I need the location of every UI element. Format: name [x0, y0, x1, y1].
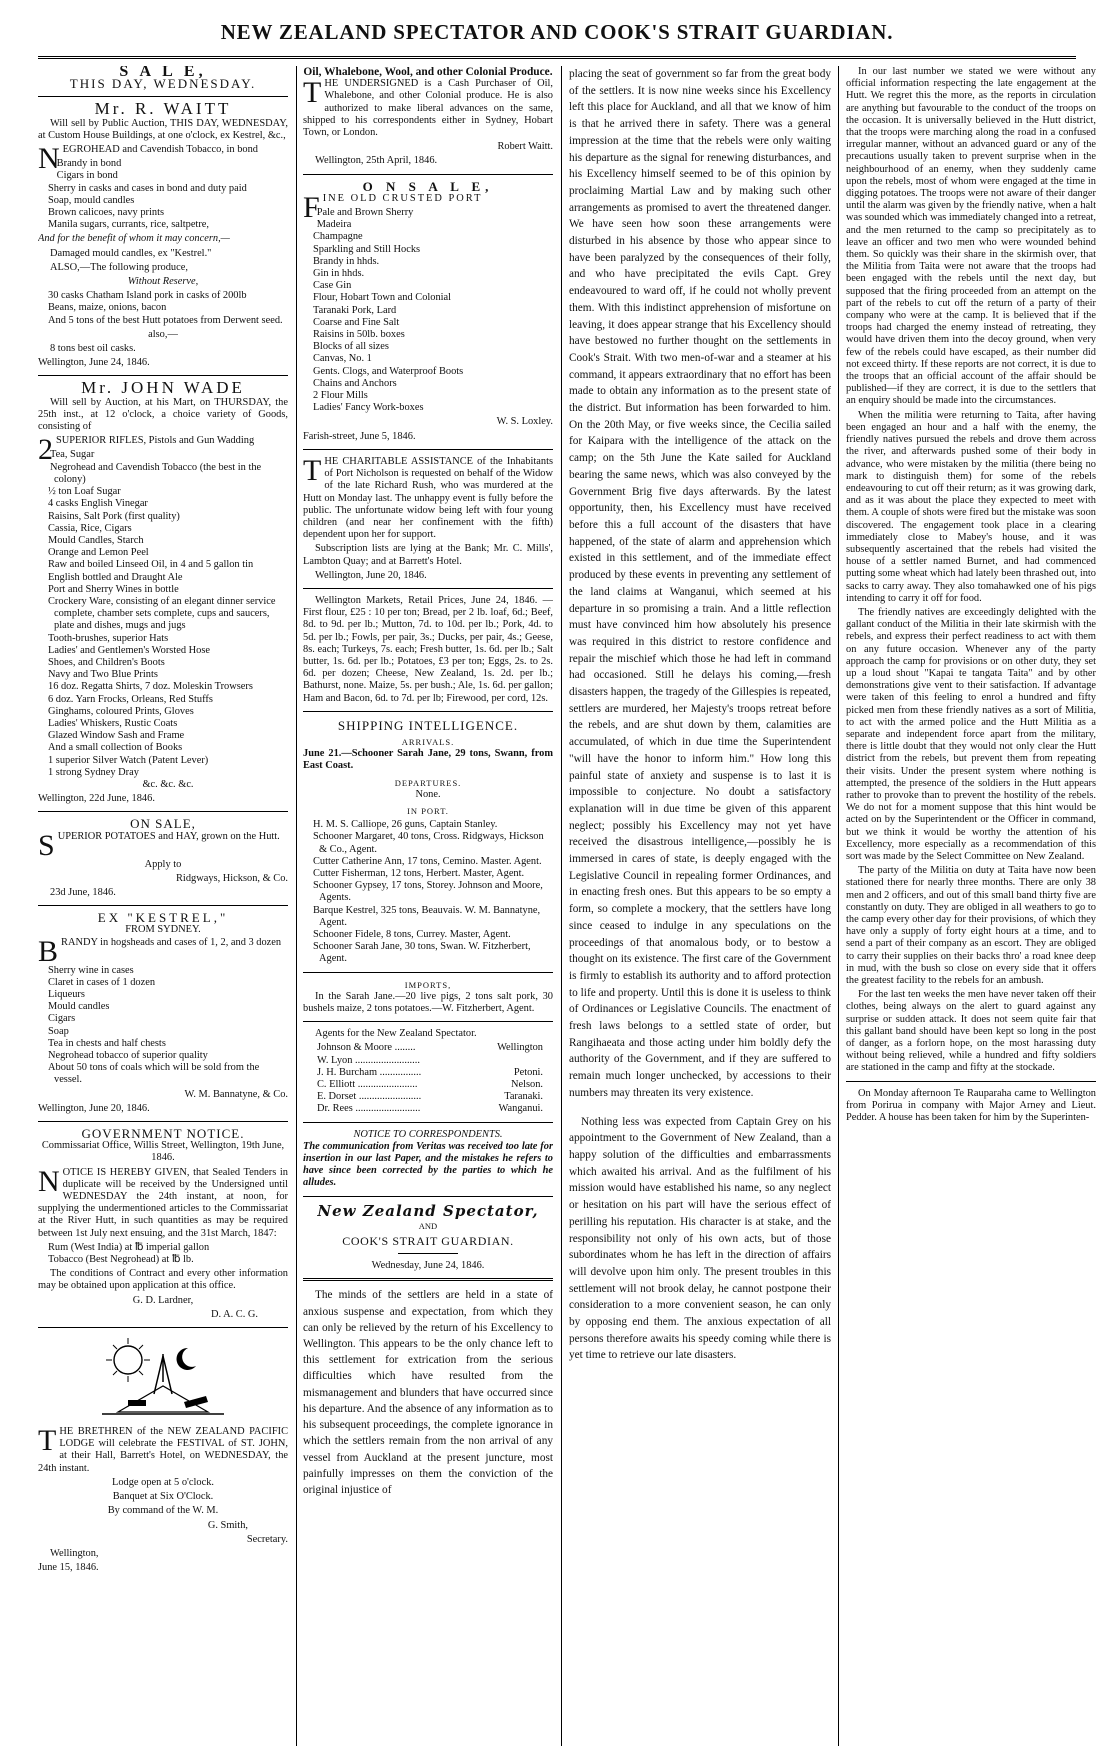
divider: [38, 375, 288, 376]
masonic-emblem-icon: [88, 1334, 238, 1420]
sale-day: THIS DAY, WEDNESDAY.: [69, 76, 257, 92]
waitt-also: ALSO,—The following produce,: [50, 261, 188, 273]
list-item: Schooner Gypsey, 17 tons, Storey. Johnson and Moore, Agents.: [313, 880, 543, 904]
column-divider: [838, 66, 839, 1746]
list-item: Sparkling and Still Hocks: [313, 243, 421, 255]
drop-cap: T: [38, 1424, 57, 1458]
drop-cap: T: [303, 453, 322, 487]
list-item: &c. &c. &c.: [142, 778, 194, 790]
list-item: Crockery Ware, consisting of an elegant dinner service complete, chamber sets complete, cups and saucers, plate and dishes, mugs and jugs: [48, 595, 276, 632]
list-item: Cutter Fisherman, 12 tons, Herbert. Master, Agent.: [313, 867, 525, 879]
sale-heading: S A L E,: [119, 66, 207, 80]
list-item: Soap: [48, 1025, 69, 1037]
arrivals-text: June 21.—Schooner Sarah Jane, 29 tons, Swann, from East Coast.: [303, 748, 553, 772]
charity-notice: [303, 453, 553, 541]
drop-cap: S: [38, 828, 55, 862]
oil-notice: [303, 78, 553, 139]
oil-heading: Oil, Whalebone, Wool, and other Colonial Produce.: [303, 66, 553, 78]
list-item: Canvas, No. 1: [313, 353, 372, 365]
onsale-text: [38, 828, 288, 862]
paper-subtitle: COOK'S STRAIT GUARDIAN.: [342, 1234, 514, 1249]
divider: [38, 811, 288, 812]
agent-row: [317, 1055, 543, 1067]
government-notice-heading: GOVERNMENT NOTICE.: [81, 1126, 245, 1142]
list-item: Negrohead and Cavendish Tobacco (the best in the colony): [50, 461, 262, 485]
list-item: Mould candles: [48, 1001, 110, 1013]
list-item: Brandy in hhds.: [313, 255, 380, 267]
list-item: H. M. S. Calliope, 26 guns, Captain Stanley.: [313, 819, 498, 831]
onsale-signature: Ridgways, Hickson, & Co.: [176, 872, 288, 884]
drop-cap: B: [38, 934, 59, 968]
divider: [38, 1327, 288, 1328]
list-item: Chains and Anchors: [313, 377, 397, 389]
list-item: Sherry wine in cases: [48, 964, 134, 976]
departures-text: None.: [415, 788, 441, 800]
waitt-oil: 8 tons best oil casks.: [50, 343, 136, 355]
drop-cap: 2: [38, 433, 53, 467]
list-item: 16 doz. Regatta Shirts, 7 doz. Moleskin Trowsers: [48, 681, 253, 693]
editorial-continued: placing the seat of government so far from the great body of the settlers. It is now nine weeks since his Excellency left this place for Auckland, and all that we know of him is that he arrived there in safety. There was a general impression at the time that the rebels were only waiting his departure as the signal for renewing disturbances, and his Excellency himself seemed to be of this opinion by proclaiming Martial Law and by making such other arrangements as promised to avert the threatened danger. We have seen how soon these arrangements were disturbed in his absence by those who appear since to have been paralyzed by the consequences of their folly, and who have precipitated the evils Capt. Grey endeavoured to ward off, if he could not wholly prevent them. With this indistinct apprehension of misfortune on leaving, it does appear strange that his Excellency should have bestowed no further thought on the settlements in Cook's Strait. With two men-of-war and a steamer at his command, it appears extraordinary that no effort has been made to obtain any information as to the present state of the district. But information has been forwarded to him. On the 20th May, or five weeks since, the Cecilia sailed for Kaipara with the intelligence of the attack on the camp; on the 5th June the Kate sailed for Auckland bearing the same news, which was also conveyed by the Government Brig five days afterwards. By the latest opportunity, then, his Excellency must have received before this a full account of the disasters that have happened, of the state of alarm and apprehension which existed in this settlement, and of the immediate effect produced by these events in preventing any settlement of the land claims at Wanganui, which seemed at his departure in so promising a train. And a little reflection must have convinced him how absolutely his presence was required in this district to restore confidence and repair the mischief which those he had left in command had occasioned. Still he delays his coming,—fresh disasters happen, the tragedy of the Gillespies is repeated, settlers are murdered, her Majesty's troops retreat before the rebels, and are shut down by them, calamities are accumulated, of which in due time the Superintendent "will have the honor to inform him." How long this painful state of anxiety and suspense is to last it is impossible to conjecture. No doubt a satisfactory explanation will in due time be given of this apparent neglect; possibly his Excellency may not yet have received the disastrous intelligence,—possibly he is immersed in cares of state, is deeply engaged with the Legislative Council in repealing former Ordinances, and in enacting fresh ones. But this appears to be so empty a form, so complete a mockery, that the settlers have long since ceased to indulge in any speculations on the proceedings of that anomalous body, or to bestow a thought on its existence. The first care of the Government is firmly to establish its authority and to afford protection to life and property. Until this is done it is useless to think of Ordinances or Legislative Councils. The enactment of fresh laws belongs to a settled state of order, but Rangihaeata and those acting under him boldly defy the authority of the Government, and if they are suffered to remain much longer unchecked, by accessions to their numbers may threaten its very existence.: [569, 68, 831, 1099]
paper-title: New Zealand Spectator,: [317, 1201, 539, 1220]
government-signature-title: D. A. C. G.: [210, 1308, 258, 1320]
imports-heading: IMPORTS,: [404, 979, 452, 990]
in-port-list: [303, 819, 553, 965]
list-item: Mould Candles, Starch: [48, 534, 144, 546]
oil-signature: Robert Waitt.: [497, 141, 553, 153]
agents-list: [303, 1042, 553, 1115]
government-notice-text: [38, 1164, 288, 1240]
charity-notice-body: HE CHARITABLE ASSISTANCE of the Inhabitants of Port Nicholson is requested on behalf of the Widow of the late Richard Rush, who was murdered at the Hutt on Monday last. The unhappy event is fully before the public. The unfortunate widow being left with four young children (and near her confinement with the fifth) dependent upon her for support.: [303, 455, 553, 541]
list-item: Tooth-brushes, superior Hats: [48, 632, 169, 644]
list-item: Coarse and Fine Salt: [313, 316, 400, 328]
paper-and: AND: [418, 1220, 438, 1231]
column-4: [846, 66, 1096, 1746]
onsale-heading: ON SALE,: [130, 816, 196, 832]
list-item: Ginghams, coloured Prints, Gloves: [48, 705, 194, 717]
list-item: Schooner Sarah Jane, 30 tons, Swan. W. Fitzherbert, Agent.: [313, 941, 531, 965]
lodge-notice: [38, 1426, 288, 1475]
militia-report: When the militia were returning to Taita, after having been engaged an hour and a half with the enemy, the friendly natives pursued the rebels and drove them across the river, and afterwards pushed some of their body in advance, who were mistaken by the militia (there being no mark to distinguish them) for some of the rebels endeavouring to cut off their return; as it was growing dark, and as it was about the place they expected to meet with them. A couple of shots were fired but the mistake was soon discovered. The engagement took place in a clearing immediately close to Mabey's house, and it was subsequently ascertained that the rebels had visited the house of a settler named Burnet, and had commenced putting some wheat which had lately been thrashed out, into sacks to carry away. They also tomahawked one of his pigs intending to carry it off for food.: [846, 409, 1096, 604]
wade-first-text: SUPERIOR RIFLES, Pistols and Gun Wadding: [56, 435, 255, 447]
kestrel-signature: W. M. Bannatyne, & Co.: [184, 1088, 288, 1100]
list-item: Tobacco (Best Negrohead) at ℔ lb.: [48, 1254, 194, 1266]
short-rule: [398, 1253, 458, 1254]
paper-date: Wednesday, June 24, 1846.: [371, 1260, 485, 1272]
charity-date: Wellington, June 20, 1846.: [315, 569, 427, 581]
onsale-items: [303, 207, 553, 414]
waitt-reserve: Without Reserve,: [127, 276, 199, 288]
government-office: Commissariat Office, Willis Street, Wellington, 19th June, 1846.: [41, 1140, 285, 1164]
agent-place: Wanganui.: [498, 1103, 543, 1115]
list-item: Sherry in casks and cases in bond and duty paid: [48, 182, 247, 194]
government-notice-body: OTICE IS HEREBY GIVEN, that Sealed Tenders in duplicate will be received by the Undersigned until WEDNESDAY the 24th instant, at noon, for supplying the undermentioned articles to the Commissariat at the River Hutt, in such quantities as may be required between 1st July next ensuing, and the 31st March, 1847:: [38, 1166, 288, 1239]
list-item: 4 casks English Vinegar: [48, 498, 148, 510]
rauparaha-report: On Monday afternoon Te Rauparaha came to Wellington from Porirua in company with Major Arney and Lieut. Pedder. A house has been taken for him by the Superinten-: [846, 1087, 1096, 1124]
divider: [303, 1196, 553, 1197]
lodge-banquet: Banquet at Six O'Clock.: [112, 1491, 214, 1503]
onsale-heading-2: O N S A L E,: [362, 178, 494, 194]
list-item: Claret in cases of 1 dozen: [48, 976, 156, 988]
lodge-command: By command of the W. M.: [107, 1505, 219, 1517]
list-item: Raisins in 50lb. boxes: [313, 329, 405, 341]
kestrel-heading: EX "KESTREL,": [97, 910, 229, 926]
list-item: Blocks of all sizes: [313, 341, 389, 353]
list-item: 2 Flour Mills: [313, 390, 368, 402]
list-item: Schooner Margaret, 40 tons, Cross. Ridgways, Hickson & Co., Agent.: [313, 831, 544, 855]
list-item: Ladies' Fancy Work-boxes: [313, 402, 424, 414]
onsale-date: 23d June, 1846.: [50, 886, 116, 898]
list-item: Cutter Catherine Ann, 17 tons, Cemino. Master. Agent.: [313, 855, 542, 867]
list-item: Navy and Two Blue Prints: [48, 669, 158, 681]
list-item: 1 superior Silver Watch (Patent Lever): [48, 754, 209, 766]
kestrel-sub: FROM SYDNEY.: [125, 924, 201, 936]
oil-notice-body: HE UNDERSIGNED is a Cash Purchaser of Oil, Whalebone, and other Colonial produce. He is also authorized to make liberal advances on the same, shipped to his correspondents either in Sydney, Hobart Town, or London.: [303, 78, 553, 139]
divider: [846, 1081, 1096, 1082]
list-item: Taranaki Pork, Lard: [313, 304, 397, 316]
imports-text: In the Sarah Jane.—20 live pigs, 2 tons salt pork, 30 bushels maize, 2 tons potatoes.—W. Fitzherbert, Agent.: [303, 990, 553, 1015]
taita-militia-report: The party of the Militia on duty at Taita have now been stationed there for nearly three months. There are only 38 men and 2 officers, and out of this small band thirty five are constantly on duty. They are obliged in all weathers to go to the camp every other day for their provisions, of which they have only a supply of forty eight hours at a time, and to send a part of their company as an escort. They are obliged to carry their supplies on their backs thro' a road knee deep in mud, with the bush so close on every side that it offers the greatest facility to the rebels for an ambush.: [846, 865, 1096, 987]
agent-name: W. Lyon .........................: [317, 1054, 420, 1066]
waitt-benefit: And for the benefit of whom it may concern,—: [38, 233, 230, 245]
editorial-grey: Nothing less was expected from Captain Grey on his appointment to the Government of New Zealand, than a happy solution of the difficulties and embarrassments which awaited his arrival. And as the fulfilment of his mission would have established his name, so any neglect or hesitation on his part will have the serious effect of perilling his reputation. His character is at stake, and the responsibility not only of his own acts, but of those subordinates whom he has left in the direction of affairs will devolve upon him only. The present troubles in this settlement will not brook delay, he cannot postpone their consideration to a more convenient season, he can only by opposing end them. The anxious expectation of all persons therefore awaits his speedy coming while there is yet time to retrieve our late disasters.: [569, 1115, 831, 1362]
column-1: [38, 66, 288, 1746]
waitt-also-2: also,—: [148, 328, 178, 340]
list-item: English bottled and Draught Ale: [48, 571, 183, 583]
agent-place: Taranaki.: [504, 1091, 543, 1103]
agent-name: E. Dorset ........................: [317, 1091, 422, 1103]
column-2: [303, 66, 553, 1746]
list-item: And a small collection of Books: [48, 742, 183, 754]
list-item: Orange and Lemon Peel: [48, 547, 149, 559]
lodge-notice-body: HE BRETHREN of the NEW ZEALAND PACIFIC LODGE will celebrate the FESTIVAL of ST. JOHN, at their Hall, Barrett's Hotel, on WEDNESDAY, the 24th instant.: [38, 1426, 288, 1474]
list-item: Case Gin: [313, 280, 352, 292]
onsale-body: UPERIOR POTATOES and HAY, grown on the Hutt.: [57, 830, 280, 842]
onsale-signature-2: W. S. Loxley.: [496, 416, 553, 428]
friendly-natives-report: The friendly natives are exceedingly delighted with the gallant conduct of the Militia in their late skirmish with the rebels, and express their perfect readiness to act with them on any future occasion. Whenever any of the party approach the camp for provisions or on other duty, they set up a loud shout "Kapai te tangata Taita" and by other demonstrations give vent to their satisfaction. If advantage were taken of this feeling to enrol a hundred and fifty picked men from these friendly natives as a sort of Militia, to act with the armed police and the Hutt Militia as a separate and independent force apart from the military, there is little doubt that they would not only clear the Hutt district from the rebels, but prevent them from repeating their visits. Under the present system where nothing is attempted, the presence of the soldiers in the Hutt appears rather to provoke than to prevent the hostility of the rebels. We do not for a moment suppose that this hint would be acted on by the Superintendent or the Officer in command, but we think it would be worthy the attention of his Excellency, more especially as a recommendation of this sort was made by the Select Committee on New Zealand.: [846, 606, 1096, 862]
divider: [303, 1278, 553, 1281]
divider: [303, 449, 553, 450]
list-item: Beans, maize, onions, bacon: [48, 302, 167, 314]
list-item: Brandy in bond: [56, 158, 122, 170]
kestrel-date: Wellington, June 20, 1846.: [38, 1102, 150, 1114]
list-item: Schooner Fidele, 8 tons, Currey. Master, Agent.: [313, 929, 511, 940]
list-item: Soap, mould candles: [48, 194, 135, 206]
arrivals-heading: ARRIVALS.: [401, 736, 455, 747]
wade-items: [38, 449, 288, 791]
notice-correspondents-heading: NOTICE TO CORRESPONDENTS.: [353, 1128, 503, 1140]
waitt-first-text: EGROHEAD and Cavendish Tobacco, in bond: [62, 144, 258, 156]
government-items: [38, 1242, 288, 1266]
list-item: Manila sugars, currants, rice, saltpetre,: [48, 219, 209, 231]
drop-cap: N: [38, 142, 60, 176]
lodge-signature: G. Smith,: [207, 1519, 248, 1531]
list-item: 1 strong Sydney Dray: [48, 766, 139, 778]
list-item: ½ ton Loaf Sugar: [48, 486, 121, 498]
divider: [303, 174, 553, 175]
agent-row: [317, 1042, 543, 1054]
column-divider: [296, 66, 297, 1746]
waitt-items: [38, 158, 288, 231]
in-port-heading: IN PORT.: [407, 805, 449, 816]
departures-heading: DEPARTURES.: [394, 777, 462, 788]
list-item: 6 doz. Yarn Frocks, Orleans, Red Stuffs: [48, 693, 213, 705]
agent-name: Dr. Rees .........................: [317, 1103, 421, 1115]
list-item: Barque Kestrel, 325 tons, Beauvais. W. M. Bannatyne, Agent.: [313, 904, 541, 928]
shipping-heading: SHIPPING INTELLIGENCE.: [337, 717, 519, 733]
lodge-open: Lodge open at 5 o'clock.: [112, 1476, 214, 1488]
onsale-first-text: INE OLD CRUSTED PORT: [322, 192, 483, 204]
list-item: Ladies' and Gentlemen's Worsted Hose: [48, 644, 210, 656]
waitt-date: Wellington, June 24, 1846.: [38, 357, 150, 369]
drop-cap: T: [303, 76, 322, 110]
agent-place: Petoni.: [513, 1066, 543, 1078]
list-item: Ladies' Whiskers, Rustic Coats: [48, 717, 178, 729]
agent-row: [317, 1079, 543, 1091]
agent-row: [317, 1103, 543, 1115]
list-item: Liqueurs: [48, 989, 85, 1000]
masthead: NEW ZEALAND SPECTATOR AND COOK'S STRAIT GUARDIAN.: [220, 20, 894, 44]
list-item: Champagne: [313, 231, 363, 243]
list-item: Gents. Clogs, and Waterproof Boots: [313, 365, 464, 377]
agent-place: Nelson.: [510, 1079, 543, 1091]
list-item: Cassia, Rice, Cigars: [48, 522, 132, 534]
government-conditions: The conditions of Contract and every other information may be obtained upon application at this office.: [38, 1268, 288, 1292]
kestrel-first-item: [38, 934, 288, 968]
list-item: Tea, Sugar: [50, 449, 95, 461]
list-item: Rum (West India) at ℔ imperial gallon: [48, 1241, 210, 1253]
kestrel-first-text: RANDY in hogsheads and cases of 1, 2, and 3 dozen: [61, 936, 282, 948]
list-item: Brown calicoes, navy prints: [48, 207, 165, 219]
lodge-date: June 15, 1846.: [38, 1562, 99, 1574]
divider: [38, 1121, 288, 1122]
list-item: Glazed Window Sash and Frame: [48, 730, 185, 742]
onsale-date-2: Farish-street, June 5, 1846.: [303, 430, 416, 442]
agent-row: [317, 1067, 543, 1079]
wade-date: Wellington, 22d June, 1846.: [38, 793, 155, 805]
divider: [38, 96, 288, 97]
government-signature: G. D. Lardner,: [132, 1294, 194, 1306]
divider: [303, 1021, 553, 1022]
market-prices: Wellington Markets, Retail Prices, June 24, 1846. — First flour, £25 : 10 per ton; Bread, per 2 lb. loaf, 6d.; Beef, 8d. to 9d. per lb.; Mutton, 7d. to 10d. per lb.; Pork, 4d. to 5d. per lb.; Fowls, per pair, 3s.; Ducks, per pair, 4s.; Geese, 8s. each; Turkeys, 7s. each; Fresh butter, 1s. 6d. per lb.; Salt butter, 1s. 6d. per lb.; Potatoes, £3 per ton; Eggs, 2s. to 2s. 6d. per dozen; Cheese, New Zealand, 1s. 2d. per lb.; Bathurst, none. Maize, 5s. per bush.; Ale, 1s. 6d. per gallon; Ham and Bacon, 6d. to 7d. per lb; Firewood, per cord, 12s.: [303, 594, 553, 704]
editorial-text: The minds of the settlers are held in a state of anxious suspense and expectation, from which they can only be relieved by the return of his Excellency to Wellington. This appears to be the only chance left to this settlement for extrication from the serious difficulties which have resulted from the mismanagement and blunders that have occurred since his departure. And the absence of any information as to his subsequent proceedings, the complete ignorance in which the settlers remain from the non arrival of any vessel from Auckland at the present juncture, most painfully impresses on them the conviction of the original injustice of: [303, 1289, 553, 1496]
list-item: Negrohead tobacco of superior quality: [48, 1050, 208, 1062]
auctioneer-wade: Mr. JOHN WADE: [81, 378, 245, 398]
list-item: Cigars: [48, 1013, 76, 1025]
drop-cap: F: [303, 190, 320, 224]
agent-name: J. H. Burcham ................: [317, 1066, 422, 1078]
lodge-signature-title: Secretary.: [246, 1533, 288, 1545]
divider: [303, 588, 553, 589]
auctioneer-waitt: Mr. R. WAITT: [94, 99, 232, 119]
list-item: Tea in chests and half chests: [48, 1037, 166, 1049]
waitt-intro: Will sell by Public Auction, THIS DAY, WEDNESDAY, at Custom House Buildings, at one o'clock, ex Kestrel, &c.,: [38, 117, 288, 141]
lodge-place: Wellington,: [50, 1547, 99, 1559]
agent-row: [317, 1091, 543, 1103]
list-item: Madeira: [316, 219, 352, 231]
masthead-rule: [38, 56, 1076, 59]
divider: [38, 905, 288, 906]
divider: [303, 1122, 553, 1123]
column-divider: [561, 66, 562, 1746]
list-item: Shoes, and Children's Boots: [48, 656, 165, 668]
notice-correspondents-text: The communication from Veritas was received too late for insertion in our last Paper, and the mistakes he refers to have since been corrected by the parties to which he alludes.: [303, 1140, 553, 1189]
list-item: About 50 tons of coals which will be sold from the vessel.: [48, 1062, 260, 1086]
agent-place: Wellington: [497, 1042, 543, 1054]
list-item: Flour, Hobart Town and Colonial: [313, 292, 452, 304]
oil-date: Wellington, 25th April, 1846.: [315, 155, 438, 167]
list-item: Cigars in bond: [56, 170, 118, 182]
waitt-damaged: Damaged mould candles, ex "Kestrel.": [50, 247, 212, 259]
agent-name: C. Elliott .......................: [317, 1079, 418, 1091]
waitt-items-2: [38, 290, 288, 327]
spacer: [569, 1104, 831, 1114]
agent-name: Johnson & Moore ........: [317, 1042, 416, 1054]
drop-cap: N: [38, 1164, 60, 1198]
list-item: Raisins, Salt Pork (first quality): [48, 510, 180, 522]
list-item: Raw and boiled Linseed Oil, in 4 and 5 gallon tin: [48, 559, 254, 571]
list-item: And 5 tons of the best Hutt potatoes from Derwent seed.: [48, 314, 283, 326]
column-3: [569, 66, 831, 1746]
divider: [303, 711, 553, 712]
kestrel-items: [38, 965, 288, 1087]
divider: [303, 972, 553, 973]
agents-heading: Agents for the New Zealand Spectator.: [315, 1028, 477, 1040]
onsale-apply: Apply to: [144, 858, 182, 870]
list-item: Pale and Brown Sherry: [316, 207, 414, 219]
charity-subscription: Subscription lists are lying at the Bank; Mr. C. Mills', Lambton Quay; and at Barrett's Hotel.: [303, 543, 553, 567]
list-item: Port and Sherry Wines in bottle: [48, 583, 179, 595]
militia-duty-report: For the last ten weeks the men have never taken off their clothes, being always on the alert to guard against any surprise or sudden attack. It does not seem quite fair that this gallant band should have been kept so long in the post of danger, as a forlorn hope, on the most harassing duty without being relieved, while a hundred and fifty soldiers are stationed in the camp and fifty at the stockade.: [846, 989, 1096, 1074]
hutt-engagement-report: In our last number we stated we were without any official information respecting the late engagement at the Hutt. We regret this the more, as the reports in circulation are anything but favourable to the conduct of the troops on the occasion. It is universally believed in the Hutt district, that the troops were marching along the road in a confused irregular manner, without an advanced guard or any of the precautions usually taken to prevent surprise when in the neighbourhood of an enemy, when they suddenly came upon the rebels, most of whom were engaged at the time in digging potatoes. The troops were not aware of their danger until the alarm was given by the friendly native, when a halt was sounded which was immediately changed into a retreat, and the men returned to the camp so precipitately as to leave an officer and two men who were wounded behind them. So quickly was their share in the skirmish over, that the Militia from Taita were not aware that the troops had been engaged with the rebels until the next day, but supposed that the firing proceeded from an attempt on the part of the rebels to cut off the return of a party of their company who were at the camp. It is believed that if the troops had charged the enemy instead of retreating, they would have driven them into the decoy ground, when very few of the rebels could have escaped, as their number did not exceed thirty. If these reports are not correct, it is due to the troops that an official account of the affair should be published—if they are correct, it is due to the settlers that an enquiry should be made into the circumstances.: [846, 66, 1096, 407]
wade-intro: Will sell by Auction, at his Mart, on THURSDAY, the 25th inst., at 12 o'clock, a choice variety of Goods, consisting of: [38, 396, 288, 433]
list-item: 30 casks Chatham Island pork in casks of 200lb: [48, 290, 247, 302]
list-item: Gin in hhds.: [313, 268, 365, 280]
